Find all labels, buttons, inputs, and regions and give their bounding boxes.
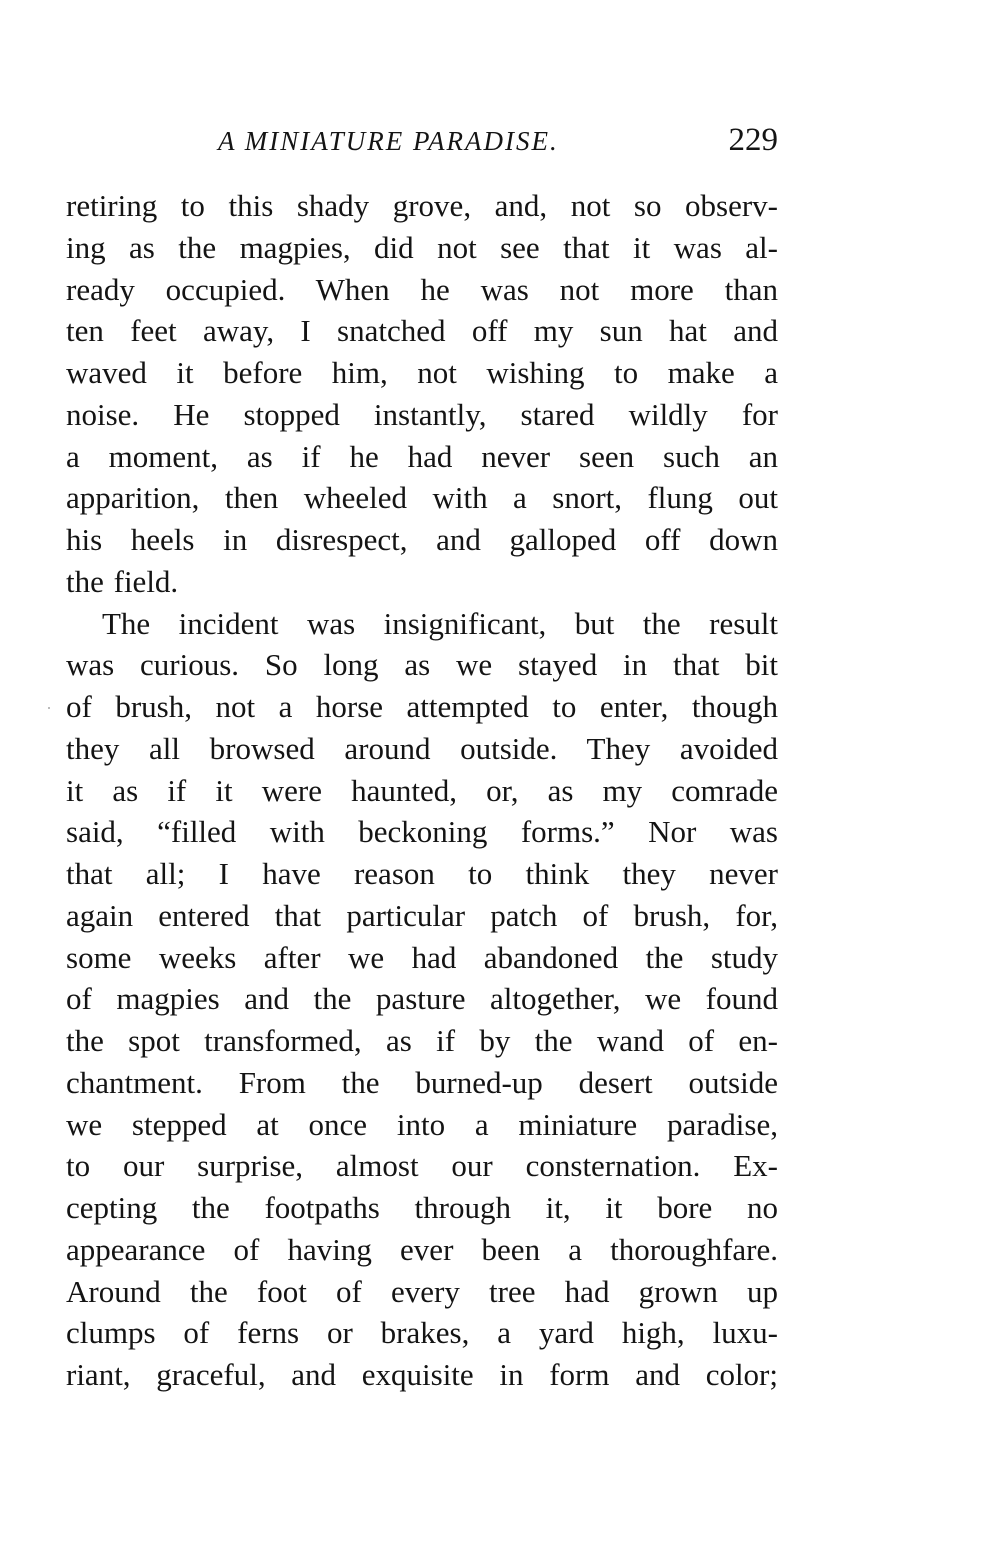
text-line: waved it before him, not wishing to make a xyxy=(66,355,778,390)
text-line: the spot transformed, as if by the wand of en- xyxy=(66,1023,778,1058)
body-text xyxy=(66,185,778,1396)
text-line: his heels in disrespect, and galloped off down xyxy=(66,522,778,557)
text-line: ten feet away, I snatched off my sun hat and xyxy=(66,313,778,349)
text-line: again entered that particular patch of brush, for, xyxy=(66,897,778,933)
text-line: we stepped at once into a miniature paradise, xyxy=(66,1106,778,1142)
text-line: chantment. From the burned-up desert outside xyxy=(66,1064,778,1100)
text-line: ing as the magpies, did not see that it was al- xyxy=(66,229,778,265)
text-line: a moment, as if he had never seen such an xyxy=(66,438,778,474)
text-line: Around the foot of every tree had grown up xyxy=(66,1273,778,1309)
text-line: some weeks after we had abandoned the study xyxy=(66,939,778,975)
paragraph-start-line: The incident was insignificant, but the result xyxy=(102,605,778,641)
text-line: of magpies and the pasture altogether, we found xyxy=(66,981,778,1017)
text-line: it as if it were haunted, or, as my comrade xyxy=(66,772,778,808)
running-title: A MINIATURE PARADISE. xyxy=(218,126,559,156)
page-number: 229 xyxy=(728,122,778,158)
text-line: was curious. So long as we stayed in that bit xyxy=(66,647,778,683)
text-line: that all; I have reason to think they never xyxy=(66,856,778,891)
text-line: ready occupied. When he was not more than xyxy=(66,271,778,307)
text-line: to our surprise, almost our consternation. Ex- xyxy=(66,1148,778,1184)
text-line: apparition, then wheeled with a snort, flung out xyxy=(66,480,778,516)
text-line: they all browsed around outside. They avoided xyxy=(66,730,778,766)
running-head xyxy=(66,122,778,166)
text-line: clumps of ferns or brakes, a yard high, luxu- xyxy=(66,1315,778,1351)
stray-mark xyxy=(48,707,50,709)
text-line: retiring to this shady grove, and, not so observ- xyxy=(66,188,778,223)
text-line: appearance of having ever been a thoroughfare. xyxy=(66,1231,778,1267)
text-line: noise. He stopped instantly, stared wildly for xyxy=(66,396,778,432)
text-line: said, “filled with beckoning forms.” Nor was xyxy=(66,814,778,850)
paragraph-end-line: the field. xyxy=(66,563,179,599)
text-line: of brush, not a horse attempted to enter, though xyxy=(66,689,778,724)
text-line: riant, graceful, and exquisite in form and color; xyxy=(66,1357,778,1392)
text-line: cepting the footpaths through it, it bore no xyxy=(66,1190,778,1225)
